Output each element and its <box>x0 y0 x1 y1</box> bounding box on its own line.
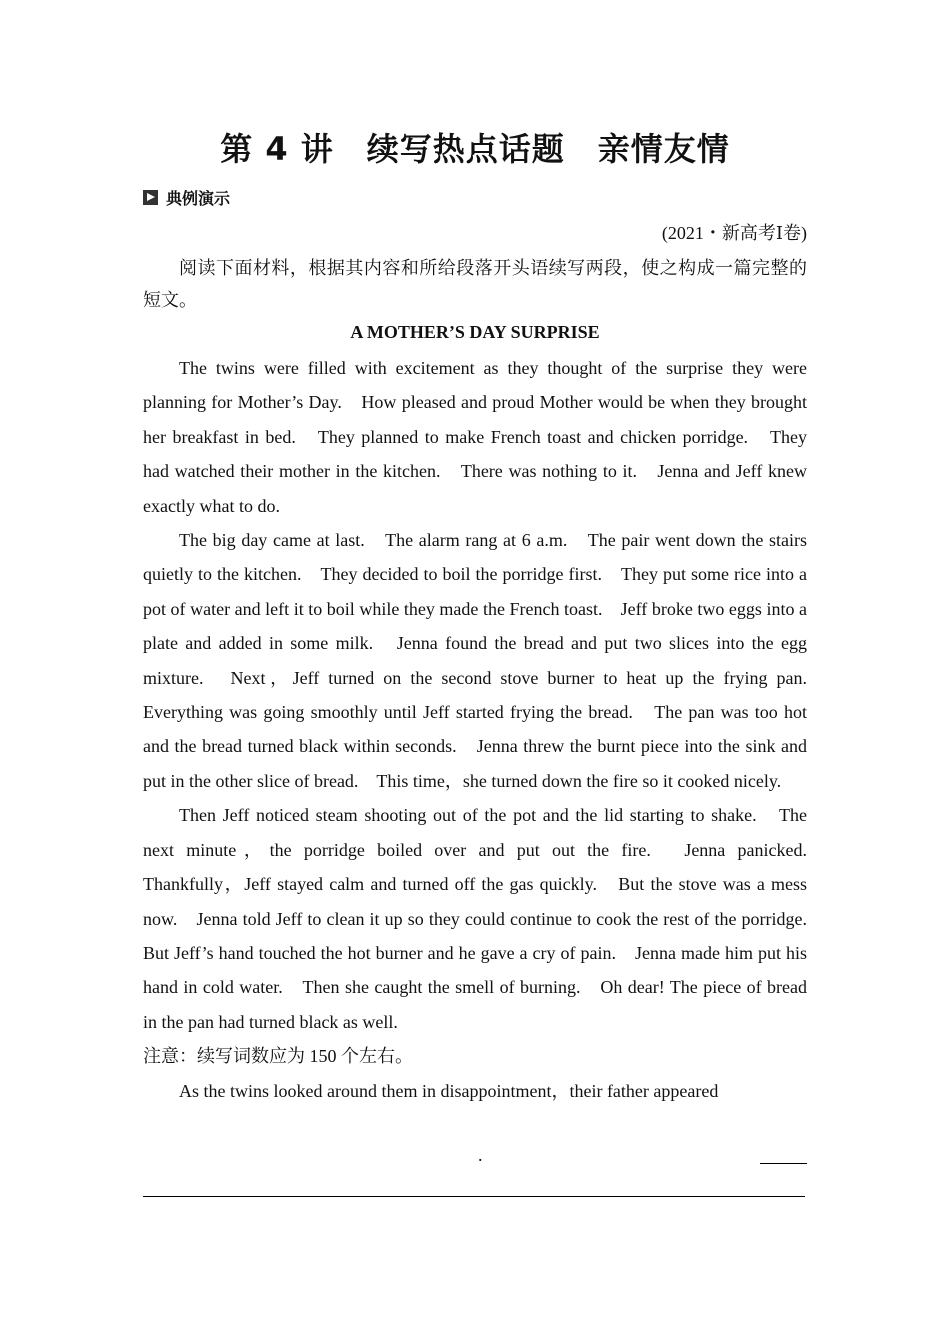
document-body <box>143 252 825 1108</box>
instruction-text: 阅读下面材料，根据其内容和所给段落开头语续写两段，使之构成一篇完整的短文。 <box>143 258 807 310</box>
continuation-period: . <box>478 1145 483 1165</box>
word-count-note: 注意：续写词数应为 150 个左右。 <box>143 1046 413 1067</box>
play-triangle-icon <box>143 190 158 205</box>
continuation-opening: As the twins looked around them in disappointment，their father appeared <box>179 1080 719 1101</box>
section-label: 典例演示 <box>166 189 231 208</box>
page-title: 第 4 讲 续写热点话题 亲情友情 <box>220 130 730 168</box>
answer-blank-line[interactable] <box>143 1196 805 1197</box>
story-paragraph-3: Then Jeff noticed steam shooting out of the pot and the lid starting to shake. The next minute，the porridge boiled over and put out the fire. Jenna panicked. Thankfully，Jeff stayed calm and turned off the gas quickly. But the stove was a mess now. Jenna told Jeff to clean it up so they could continue to cook the rest of the porridge. But Jeff’s hand touched the hot burner and he gave a cry of pain. Jenna made him put his hand in cold water. Then she caught the smell of burning. Oh dear! The piece of bread in the pan had turned black as well. <box>143 805 825 1032</box>
story-paragraph-1: The twins were filled with excitement as they thought of the surprise they were planning for Mother’s Day. How pleased and proud Mother would be when they brought her breakfast in bed. They planned to make French toast and chicken porridge. They had watched their mother in the kitchen. There was nothing to it. Jenna and Jeff knew exactly what to do. <box>143 358 807 516</box>
answer-blank-short[interactable] <box>760 1163 807 1164</box>
exam-source: (2021・新高考Ⅰ卷) <box>661 223 807 243</box>
section-heading <box>143 186 230 209</box>
story-paragraph-2: The big day came at last. The alarm rang at 6 a.m. The pair went down the stairs quietly to the kitchen. They decided to boil the porridge first. They put some rice into a pot of water and left it to boil while they made the French toast. Jeff broke two eggs into a plate and added in some milk. Jenna found the bread and put two slices into the egg mixture. Next，Jeff turned on the second stove burner to heat up the frying pan. Everything was going smoothly until Jeff started frying the bread. The pan was too hot and the bread turned black within seconds. Jenna threw the burnt piece into the sink and put in the other slice of bread. This time，she turned down the fire so it cooked nicely. <box>143 530 825 791</box>
story-title: A MOTHER’S DAY SURPRISE <box>350 322 600 342</box>
